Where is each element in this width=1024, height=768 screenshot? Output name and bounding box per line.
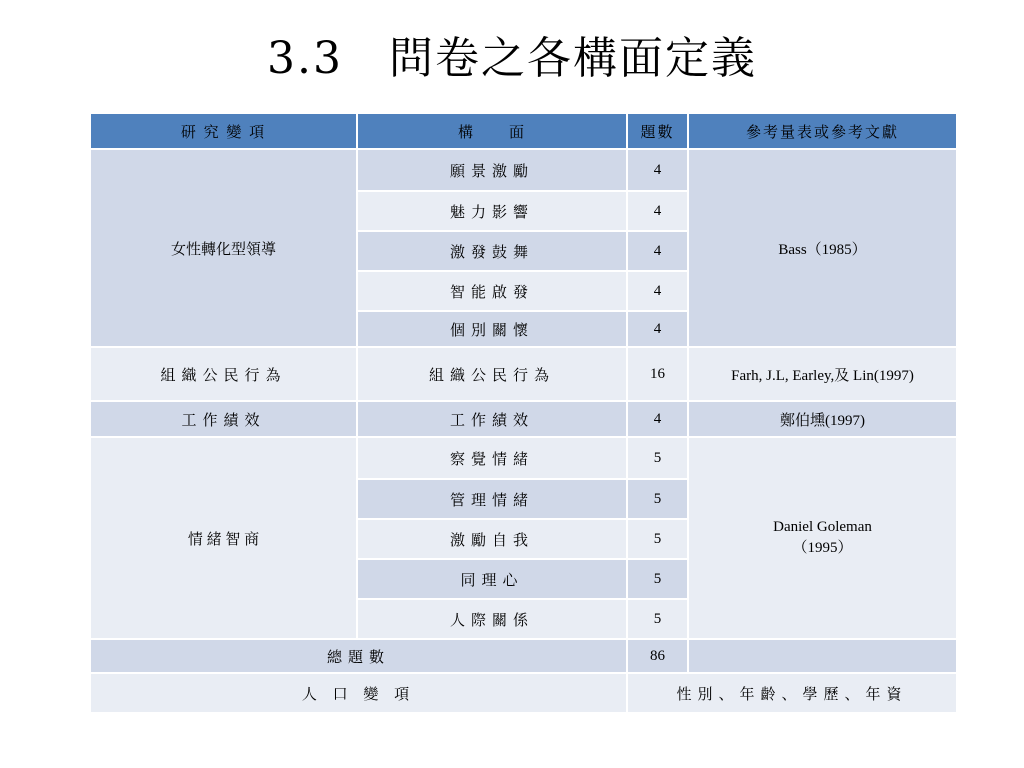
dimension-cell: 工作績效 (357, 401, 627, 437)
table-header-row (90, 113, 957, 149)
demographics-label: 人 口 變 項 (90, 673, 627, 713)
variable-cell: 情 緒 智 商 (90, 437, 357, 639)
variable-cell: 工作績效 (90, 401, 357, 437)
survey-dimensions-table (89, 112, 958, 714)
table-row (90, 673, 957, 713)
reference-cell: Farh, J.L, Earley,及 Lin(1997) (688, 347, 957, 401)
dimension-cell: 個別關懷 (357, 311, 627, 347)
dimension-cell: 智能啟發 (357, 271, 627, 311)
variable-cell: 組織公民行為 (90, 347, 357, 401)
count-cell: 16 (627, 347, 688, 401)
table-row (90, 347, 957, 401)
dimension-cell: 魅力影響 (357, 191, 627, 231)
dimension-cell: 激發鼓舞 (357, 231, 627, 271)
header-dimension: 構 面 (357, 113, 627, 149)
table-row (90, 401, 957, 437)
total-count: 86 (627, 639, 688, 673)
count-cell: 5 (627, 479, 688, 519)
dimension-cell: 願景激勵 (357, 149, 627, 191)
page-title: 3.3 問卷之各構面定義 (267, 33, 757, 84)
count-cell: 5 (627, 519, 688, 559)
table-row (90, 149, 957, 191)
count-cell: 4 (627, 191, 688, 231)
dimension-cell: 管理情緒 (357, 479, 627, 519)
count-cell: 5 (627, 437, 688, 479)
empty-cell (688, 639, 957, 673)
demographics-value: 性別、年齡、學歷、年資 (627, 673, 957, 713)
count-cell: 4 (627, 401, 688, 437)
dimension-cell: 察覺情緒 (357, 437, 627, 479)
reference-cell: Bass（1985） (688, 149, 957, 347)
dimension-cell: 組織公民行為 (357, 347, 627, 401)
count-cell: 4 (627, 311, 688, 347)
dimension-cell: 人際關係 (357, 599, 627, 639)
header-reference: 參考量表或參考文獻 (688, 113, 957, 149)
table-row (90, 437, 957, 479)
reference-cell (688, 437, 957, 639)
header-count: 題數 (627, 113, 688, 149)
count-cell: 5 (627, 559, 688, 599)
total-label: 總題數 (90, 639, 627, 673)
reference-line-1: Daniel Goleman (773, 519, 872, 535)
count-cell: 4 (627, 231, 688, 271)
dimension-cell: 同理心 (357, 559, 627, 599)
count-cell: 4 (627, 149, 688, 191)
header-variable: 研 究 變 項 (90, 113, 357, 149)
variable-cell: 女性轉化型領導 (90, 149, 357, 347)
count-cell: 4 (627, 271, 688, 311)
dimension-cell: 激勵自我 (357, 519, 627, 559)
table-row (90, 639, 957, 673)
reference-line-2: （1995） (792, 540, 853, 556)
reference-cell: 鄭伯壎(1997) (688, 401, 957, 437)
count-cell: 5 (627, 599, 688, 639)
